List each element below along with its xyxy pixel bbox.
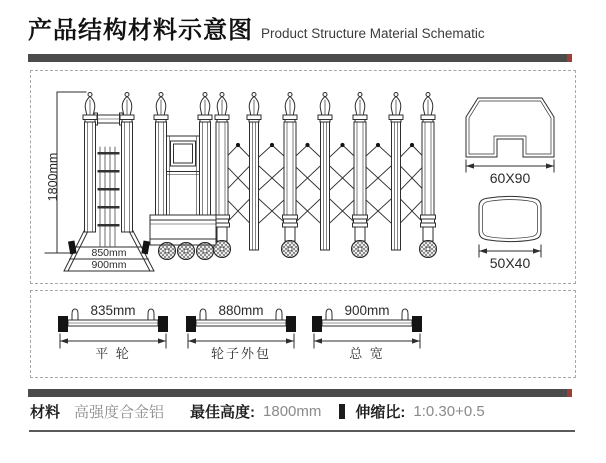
measurement-value: 835mm [90, 303, 136, 318]
measurement-value: 900mm [344, 303, 390, 318]
base-width-inner-label: 850mm [91, 247, 127, 259]
profile-60x90 [466, 98, 554, 172]
title-chinese: 产品结构材料示意图 [28, 17, 253, 44]
separator-bar [339, 404, 345, 419]
title-english: Product Structure Material Schematic [261, 26, 485, 41]
measurement-name: 轮子外包 [210, 346, 271, 361]
gate-height-label: 1800mm [46, 152, 60, 202]
drive-unit [150, 93, 216, 260]
best-height-label: 最佳高度: [190, 404, 256, 421]
ratio-label: 伸缩比: [355, 404, 406, 421]
end-view-gate [64, 93, 154, 272]
best-height-value: 1800mm [263, 403, 322, 420]
lattice-slats [247, 93, 403, 251]
measurement-name: 平 轮 [95, 346, 131, 361]
material-label: 材料 [30, 404, 61, 421]
measurement-name: 总 宽 [349, 346, 385, 361]
spec-row [30, 401, 575, 422]
ratio-value: 1:0.30+0.5 [413, 403, 485, 420]
footer-rule [29, 430, 575, 432]
profile-60x90-label: 60X90 [489, 170, 531, 186]
profile-50x40-label: 50X40 [489, 255, 531, 271]
base-width-outer-label: 900mm [91, 259, 127, 271]
measurement-value: 880mm [218, 303, 264, 318]
material-value: 高强度合金铝 [74, 404, 165, 421]
profile-50x40 [479, 196, 541, 257]
